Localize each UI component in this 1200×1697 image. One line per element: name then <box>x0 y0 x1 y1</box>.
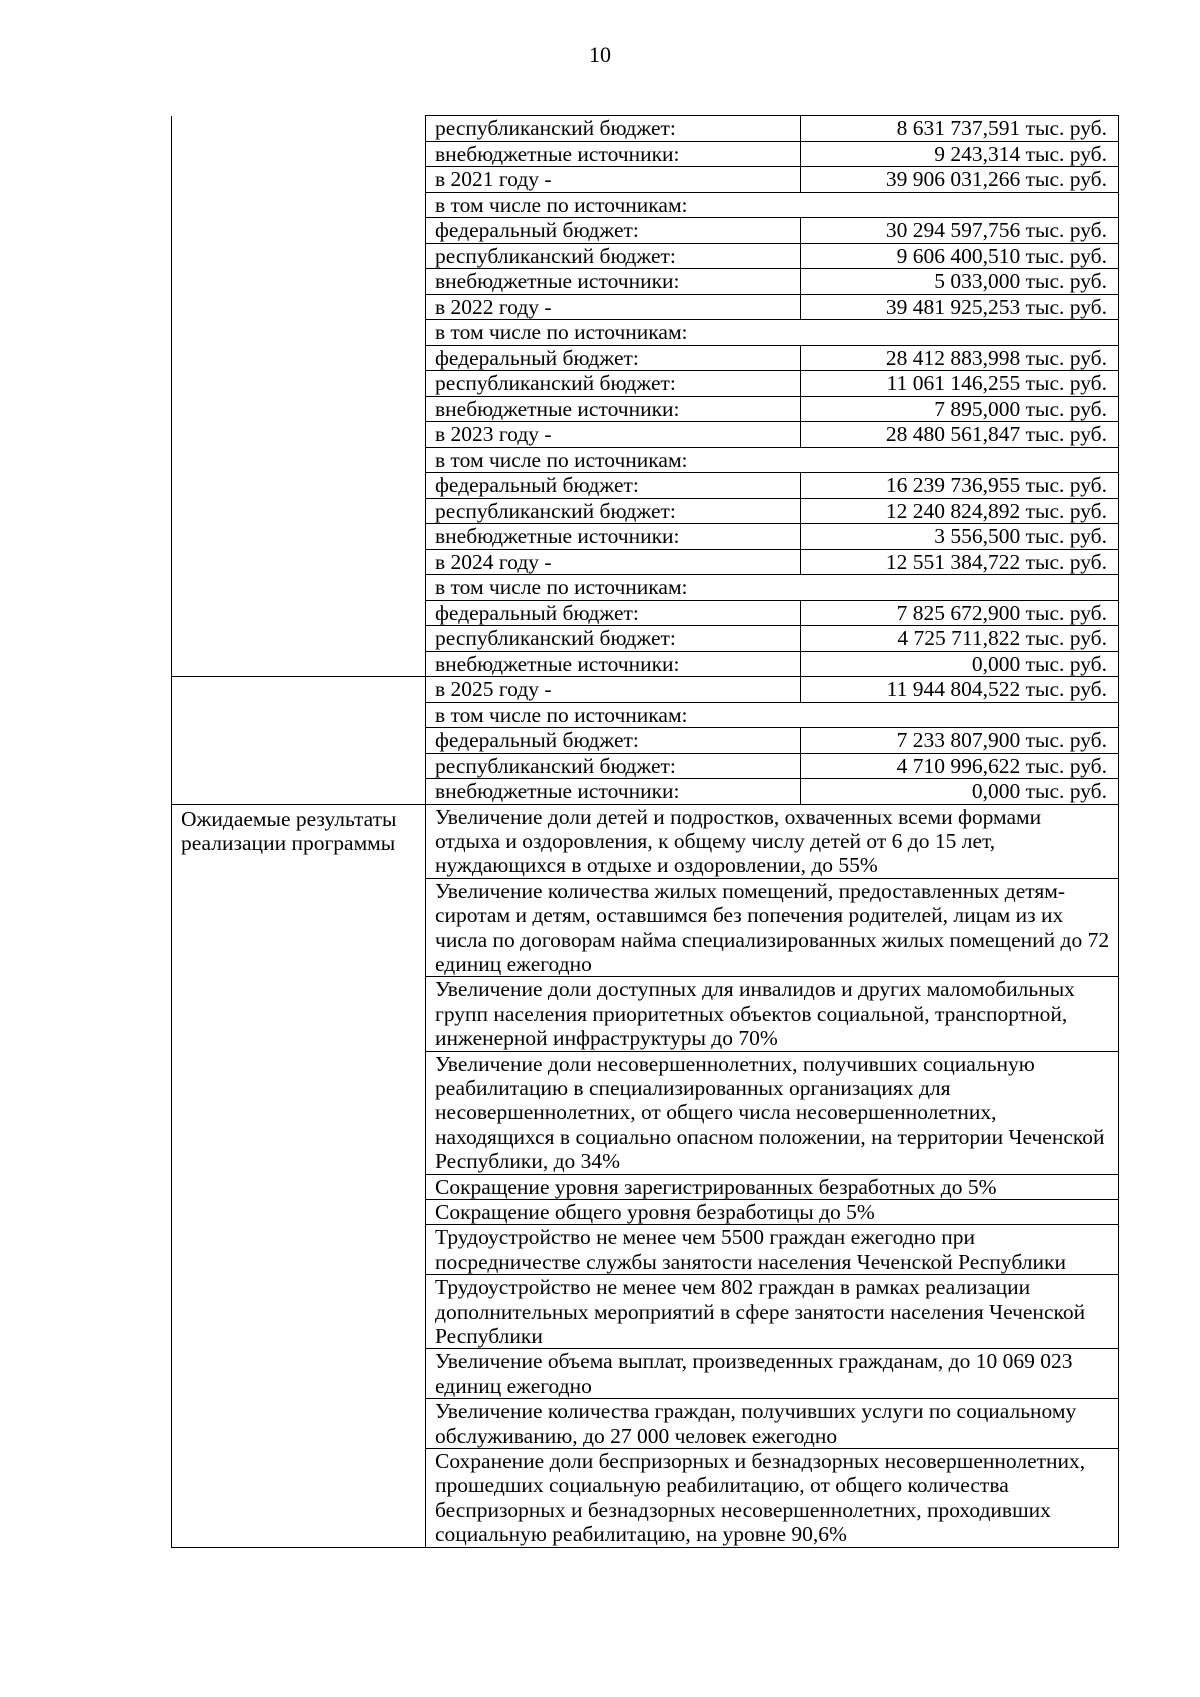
finance-amount: 16 239 736,955 тыс. руб. <box>801 473 1119 499</box>
finance-label: в том числе по источникам: <box>426 320 1119 346</box>
finance-label: республиканский бюджет: <box>426 753 801 779</box>
finance-label: внебюджетные источники: <box>426 524 801 550</box>
finance-amount: 3 556,500 тыс. руб. <box>801 524 1119 550</box>
result-row <box>172 804 1119 878</box>
finance-amount: 4 710 996,622 тыс. руб. <box>801 753 1119 779</box>
result-item: Трудоустройство не менее чем 5500 граждан ежегодно при посредничестве службы занятости населения Чеченской Республики <box>426 1225 1119 1275</box>
finance-label: внебюджетные источники: <box>426 269 801 295</box>
finance-amount: 7 895,000 тыс. руб. <box>801 396 1119 422</box>
finance-amount: 28 480 561,847 тыс. руб. <box>801 422 1119 448</box>
finance-label: республиканский бюджет: <box>426 626 801 652</box>
finance-row <box>172 116 1119 142</box>
result-item: Увеличение доли доступных для инвалидов и других маломобильных групп населения приоритетных объектов социальной, транспортной, инженерной инфраструктуры до 70% <box>426 977 1119 1051</box>
finance-amount: 7 825 672,900 тыс. руб. <box>801 600 1119 626</box>
finance-label: в 2022 году - <box>426 294 801 320</box>
page-number: 10 <box>589 42 611 67</box>
finance-amount: 11 944 804,522 тыс. руб. <box>801 677 1119 703</box>
finance-label: республиканский бюджет: <box>426 498 801 524</box>
finance-label: в том числе по источникам: <box>426 575 1119 601</box>
finance-label: в 2024 году - <box>426 549 801 575</box>
finance-amount: 9 243,314 тыс. руб. <box>801 141 1119 167</box>
finance-label: федеральный бюджет: <box>426 345 801 371</box>
finance-label: федеральный бюджет: <box>426 728 801 754</box>
finance-amount: 30 294 597,756 тыс. руб. <box>801 218 1119 244</box>
finance-amount: 9 606 400,510 тыс. руб. <box>801 243 1119 269</box>
finance-label: в том числе по источникам: <box>426 192 1119 218</box>
finance-label: федеральный бюджет: <box>426 473 801 499</box>
result-item: Сокращение уровня зарегистрированных безработных до 5% <box>426 1174 1119 1199</box>
results-heading-cell <box>172 804 426 1547</box>
result-item: Увеличение объема выплат, произведенных гражданам, до 10 069 023 единиц ежегодно <box>426 1349 1119 1399</box>
result-item: Увеличение доли детей и подростков, охваченных всеми формами отдыха и оздоровления, к общему числу детей от 6 до 15 лет, нуждающихся в отдыхе и оздоровлении, до 55% <box>426 804 1119 878</box>
finance-label: внебюджетные источники: <box>426 396 801 422</box>
left-cell-empty <box>172 116 426 677</box>
finance-amount: 12 240 824,892 тыс. руб. <box>801 498 1119 524</box>
finance-amount: 5 033,000 тыс. руб. <box>801 269 1119 295</box>
finance-label: в 2025 году - <box>426 677 801 703</box>
finance-label: внебюджетные источники: <box>426 779 801 805</box>
result-item: Увеличение количества граждан, получивших услуги по социальному обслуживанию, до 27 000 человек ежегодно <box>426 1399 1119 1449</box>
result-item: Сохранение доли беспризорных и безнадзорных несовершеннолетних, прошедших социальную реабилитацию, от общего количества беспризорных и безнадзорных несовершеннолетних, проходивших социальную реабилитацию, на уровне 90,6% <box>426 1449 1119 1548</box>
finance-label: внебюджетные источники: <box>426 141 801 167</box>
finance-amount: 12 551 384,722 тыс. руб. <box>801 549 1119 575</box>
finance-label: в том числе по источникам: <box>426 702 1119 728</box>
results-heading: Ожидаемые результаты реализации программы <box>181 806 397 855</box>
result-item: Увеличение количества жилых помещений, предоставленных детям-сиротам и детям, оставшимся без попечения родителей, лицам из их числа по договорам найма специализированных жилых помещений до 72 единиц ежегодно <box>426 878 1119 977</box>
finance-label: в том числе по источникам: <box>426 447 1119 473</box>
finance-label: республиканский бюджет: <box>426 243 801 269</box>
finance-amount: 7 233 807,900 тыс. руб. <box>801 728 1119 754</box>
finance-label: федеральный бюджет: <box>426 600 801 626</box>
left-cell-empty <box>172 677 426 805</box>
finance-label: республиканский бюджет: <box>426 116 801 142</box>
finance-label: федеральный бюджет: <box>426 218 801 244</box>
program-passport-table <box>171 115 1119 1548</box>
finance-amount: 0,000 тыс. руб. <box>801 779 1119 805</box>
finance-amount: 0,000 тыс. руб. <box>801 651 1119 677</box>
finance-label: республиканский бюджет: <box>426 371 801 397</box>
result-item: Сокращение общего уровня безработицы до 5% <box>426 1200 1119 1225</box>
finance-label: в 2021 году - <box>426 167 801 193</box>
finance-amount: 39 481 925,253 тыс. руб. <box>801 294 1119 320</box>
finance-label: в 2023 году - <box>426 422 801 448</box>
finance-row <box>172 677 1119 703</box>
finance-amount: 4 725 711,822 тыс. руб. <box>801 626 1119 652</box>
finance-amount: 39 906 031,266 тыс. руб. <box>801 167 1119 193</box>
finance-amount: 11 061 146,255 тыс. руб. <box>801 371 1119 397</box>
finance-amount: 8 631 737,591 тыс. руб. <box>801 116 1119 142</box>
result-item: Увеличение доли несовершеннолетних, получивших социальную реабилитацию в специализированных организациях для несовершеннолетних, от общего числа несовершеннолетних, находящихся в социально опасном положении, на территории Чеченской Республики, до 34% <box>426 1051 1119 1174</box>
result-item: Трудоустройство не менее чем 802 граждан в рамках реализации дополнительных мероприятий в сфере занятости населения Чеченской Республики <box>426 1275 1119 1349</box>
finance-label: внебюджетные источники: <box>426 651 801 677</box>
finance-amount: 28 412 883,998 тыс. руб. <box>801 345 1119 371</box>
